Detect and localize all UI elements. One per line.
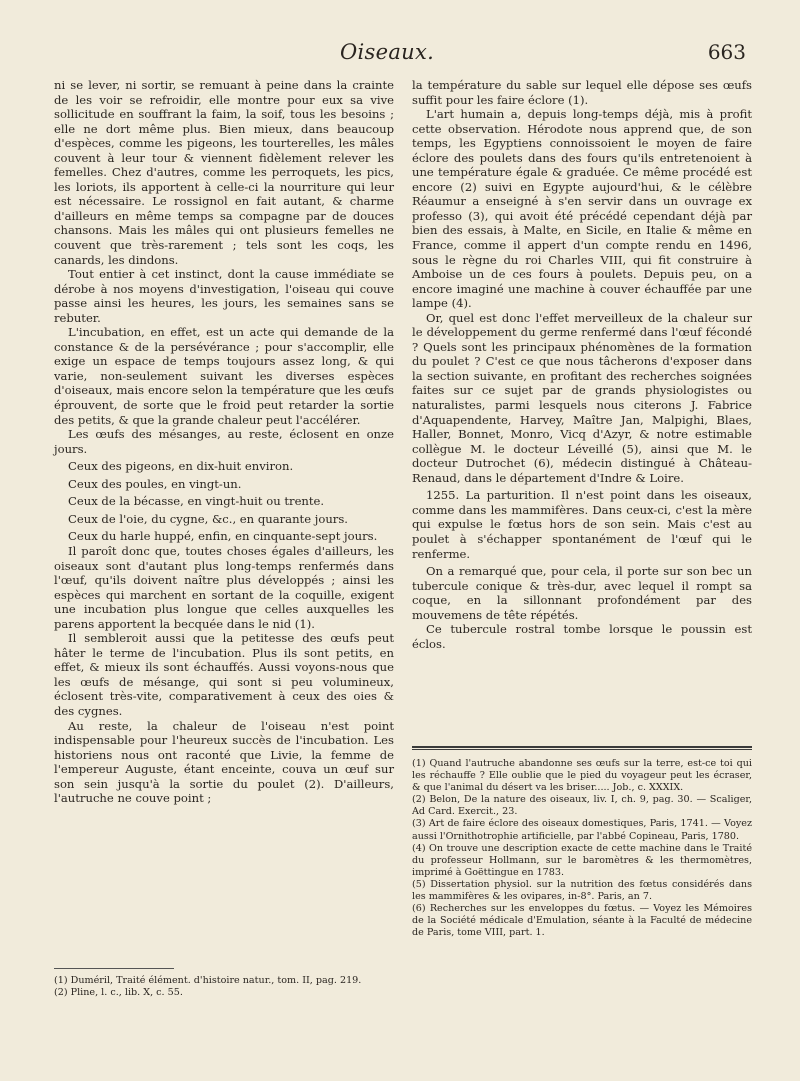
footnote: (6) Recherches sur les enveloppes du fœtus. — Voyez les Mémoires de la Société médicale d'Emulation, séante à la Faculté de médecine de Paris, tome VIII, part. 1.	[412, 903, 752, 939]
page-number: 663	[707, 40, 746, 64]
footnote: (2) Pline, l. c., lib. X, c. 55.	[54, 987, 183, 999]
paragraph: ni se lever, ni sortir, se remuant à peine dans la crainte de les voir se refroidir, elle montre pour eux sa vive sollicitude en souffrant la faim, la soif, tous les besoins ; elle ne dort même plus. Bien mieux, dans beaucoup d'espèces, comme les pigeons, les tourterelles, les mâles couvent à leur tour & viennent fidèlement relever les femelles. Chez d'autres, comme les perroquets, les pics, les loriots, ils apportent à celle-ci la nourriture qui leur est nécessaire. Le rossignol en fait autant, & charme d'ailleurs en même temps sa compagne par de douces chansons. Mais les mâles qui ont plusieurs femelles ne couvent que très-rarement ; tels sont les coqs, les canards, les dindons.	[54, 78, 394, 267]
paragraph: Les œufs des mésanges, au reste, éclosent en onze jours.	[54, 427, 394, 456]
right-footnotes	[412, 758, 752, 939]
paragraph: Or, quel est donc l'effet merveilleux de la chaleur sur le développement du germe renfermé dans l'œuf fécondé ? Quels sont les principaux phénomènes de la formation du poulet ? C'est ce que nous tâcherons d'exposer dans la section suivante, en profitant des recherches soignées faites sur ce sujet par de grands physiologistes ou naturalistes, parmi lesquels nous citerons J. Fabrice d'Aquapendente, Harvey, Maître Jan, Malpighi, Blaes, Haller, Bonnet, Monro, Vicq d'Azyr, & notre estimable collègue M. le docteur Léveillé (5), ainsi que M. le docteur Dutrochet (6), médecin distingué à Château-Renaud, dans le département d'Indre & Loire.	[412, 310, 752, 485]
left-footnotes	[54, 975, 394, 999]
footnote: (1) Duméril, Traité élément. d'histoire natur., tom. II, pag. 219.	[54, 975, 362, 986]
paragraph: Il sembleroit aussi que la petitesse des œufs peut hâter le terme de l'incubation. Plus ils sont petits, en effet, & mieux ils sont échauffés. Aussi voyons-nous que les œufs de mésange, qui sont si peu volumineux, éclosent très-vite, comparativement à ceux des oies & des cygnes.	[54, 631, 394, 718]
footnote-divider	[54, 968, 174, 969]
footnote: (2) Belon, De la nature des oiseaux, liv. I, ch. 9, pag. 30. — Scaliger, Ad Card. Exercit., 23.	[412, 794, 752, 818]
paragraph: Au reste, la chaleur de l'oiseau n'est point indispensable pour l'heureux succès de l'incubation. Les historiens nous ont raconté que Livie, la femme de l'empereur Auguste, étant enceinte, couva un œuf sur son sein jusqu'à la sortie du poulet (2). D'ailleurs, l'autruche ne couve point ;	[54, 718, 394, 806]
paragraph: Ce tubercule rostral tombe lorsque le poussin est éclos.	[412, 622, 752, 651]
paragraph: Ceux des pigeons, en dix-huit environ.	[68, 459, 294, 474]
paragraph: Ceux de la bécasse, en vingt-huit ou trente.	[68, 494, 325, 509]
paragraph: L'art humain a, depuis long-temps déjà, mis à profit cette observation. Hérodote nous apprend que, de son temps, les Egyptiens connoissoient le moyen de faire éclore des poulets dans des fours qu'ils entretenoient à une température égale & graduée. Ce même procédé est encore (2) suivi en Egypte aujourd'hui, & le célèbre Réaumur a enseigné à s'en servir dans un ouvrage ex professo (3), qui avoit été précédé cependant déjà par bien des essais, à Malte, en Sicile, en Italie & même en France, comme il appert d'un compte rendu en 1496, sous le règne du roi Charles VIII, qui fit construire à Amboise un de ces fours à poulets. Depuis peu, on a encore imaginé une machine à couver échauffée par une lampe (4).	[412, 107, 752, 311]
paragraph: Ceux du harle huppé, enfin, en cinquante-sept jours.	[68, 529, 378, 544]
right-text-column	[412, 78, 752, 651]
left-text-column	[54, 78, 394, 806]
footnote-divider	[412, 746, 752, 748]
paragraph: Ceux des poules, en vingt-un.	[68, 476, 242, 491]
paragraph: On a remarqué que, pour cela, il porte sur son bec un tubercule conique & très-dur, avec lequel il rompt sa coque, en la sillonnant profondément par des mouvemens de tête répétés.	[412, 564, 752, 622]
running-title: Oiseaux.	[340, 40, 435, 64]
footnote: (1) Quand l'autruche abandonne ses œufs sur la terre, est-ce toi qui les réchauffe ? Elle oublie que le pied du voyageur peut les écraser, & que l'animal du désert va les briser..... Job., c. XXXIX.	[412, 758, 752, 794]
footnote: (5) Dissertation physiol. sur la nutrition des fœtus considérés dans les mammifères & les ovipares, in-8°. Paris, an 7.	[412, 878, 752, 903]
footnote: (3) Art de faire éclore des oiseaux domestiques, Paris, 1741. — Voyez aussi l'Ornithotrophie artificielle, par l'abbé Copineau, Paris, 1780.	[412, 818, 752, 842]
footnote-divider-thin	[412, 749, 752, 750]
section-paragraph: 1255. La parturition. Il n'est point dans les oiseaux, comme dans les mammifères. Dans ceux-ci, c'est la mère qui expulse le fœtus hors de son sein. Mais c'est au poulet à s'échapper spontanément de l'œuf qui le renferme.	[412, 488, 752, 561]
paragraph: Il paroît donc que, toutes choses égales d'ailleurs, les oiseaux sont d'autant plus long-temps renfermés dans l'œuf, qu'ils doivent naître plus développés ; ainsi les espèces qui marchent en sortant de la coquille, exigent une incubation plus longue que celles auxquelles les parens apportent la becquée dans le nid (1).	[54, 543, 394, 631]
footnote: (4) On trouve une description exacte de cette machine dans le Traité du professeur Hollmann, sur le baromètres & les thermomètres, imprimé à Goëttingue en 1783.	[412, 842, 752, 878]
paragraph: Ceux de l'oie, du cygne, &c., en quarante jours.	[68, 511, 348, 526]
paragraph: L'incubation, en effet, est un acte qui demande de la constance & de la persévérance ; pour s'accomplir, elle exige un espace de temps toujours assez long, & qui varie, non-seulement suivant les diverses espèces d'oiseaux, mais encore selon la température que les œufs éprouvent, de sorte que le froid peut retarder la sortie des petits, & que la grande chaleur peut l'accélérer.	[54, 325, 394, 427]
page-header	[50, 40, 750, 68]
paragraph: la température du sable sur lequel elle dépose ses œufs suffit pour les faire éclore (1).	[412, 78, 752, 107]
paragraph: Tout entier à cet instinct, dont la cause immédiate se dérobe à nos moyens d'investigation, l'oiseau qui couve passe ainsi les heures, les jours, les semaines sans se rebuter.	[54, 267, 394, 325]
